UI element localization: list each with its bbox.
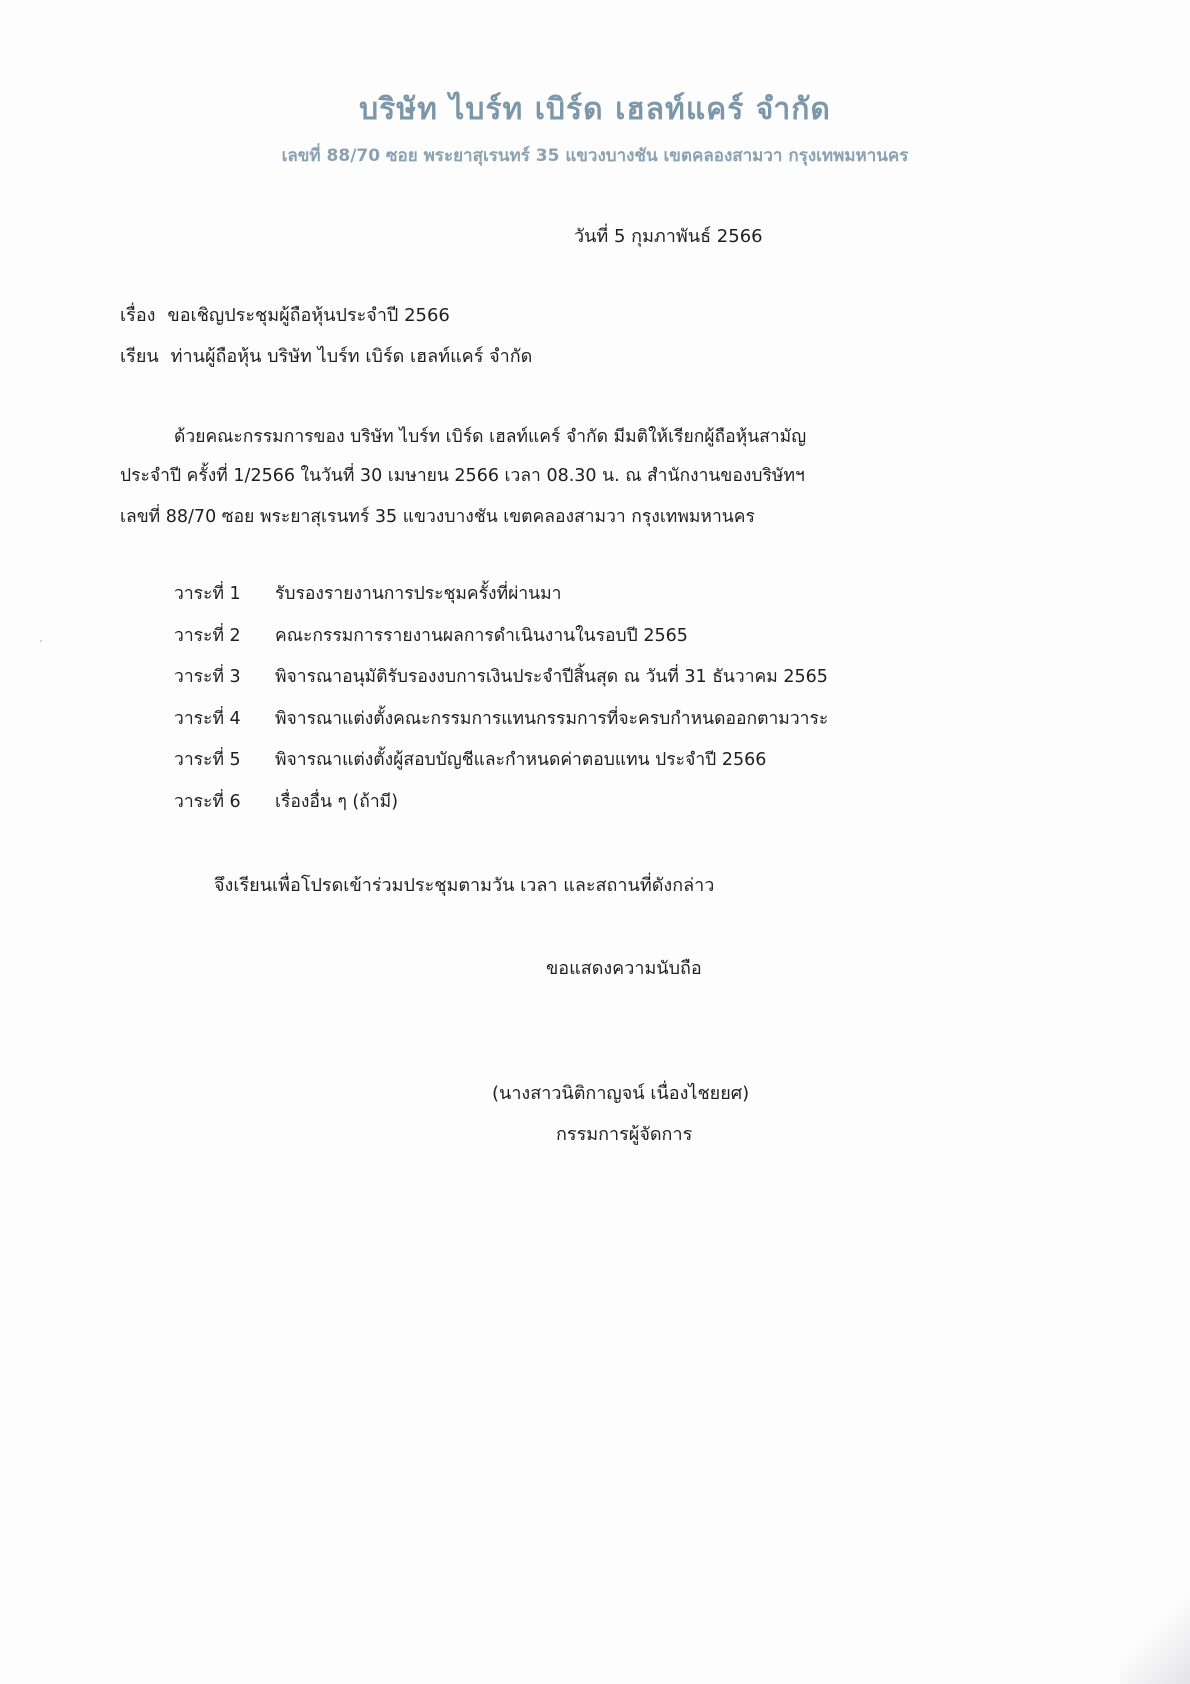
agenda-item [174,745,828,787]
signatory-title: กรรมการผู้จัดการ [556,1124,693,1145]
body-paragraph-line-3: เลขที่ 88/70 ซอย พระยาสุเรนทร์ 35 แขวงบางชัน เขตคลองสามวา กรุงเทพมหานคร [120,507,755,527]
agenda-item [174,579,828,621]
agenda-number: วาระที่ 5 [174,750,241,771]
recipient-text: ท่านผู้ถือหุ้น บริษัท ไบร์ท เบิร์ด เฮลท์แคร์ จำกัด [170,346,533,367]
recipient-label: เรียน [120,346,159,367]
page-corner-shadow [1120,1564,1190,1684]
regards-line: ขอแสดงความนับถือ [546,958,702,979]
agenda-list [174,579,828,829]
subject-label: เรื่อง [120,305,156,326]
agenda-number: วาระที่ 1 [174,584,241,604]
agenda-item [174,787,828,829]
agenda-item [174,704,828,746]
recipient-line [120,341,532,370]
subject-line [120,300,450,329]
agenda-text: พิจารณาอนุมัติรับรองงบการเงินประจำปีสิ้นสุด ณ วันที่ 31 ธันวาคม 2565 [275,667,828,688]
scan-speck [40,640,42,642]
subject-text: ขอเชิญประชุมผู้ถือหุ้นประจำปี 2566 [167,305,450,326]
agenda-text: รับรองรายงานการประชุมครั้งที่ผ่านมา [275,584,562,604]
agenda-number: วาระที่ 2 [174,625,241,646]
body-paragraph-line-2: ประจำปี ครั้งที่ 1/2566 ในวันที่ 30 เมษายน 2566 เวลา 08.30 น. ณ สำนักงานของบริษัทฯ [120,466,805,486]
agenda-number: วาระที่ 6 [174,791,241,812]
agenda-item [174,621,828,663]
company-name: บริษัท ไบร์ท เบิร์ด เฮลท์แคร์ จำกัด [359,92,831,127]
agenda-text: คณะกรรมการรายงานผลการดำเนินงานในรอบปี 2565 [275,625,688,646]
body-paragraph-line-1: ด้วยคณะกรรมการของ บริษัท ไบร์ท เบิร์ด เฮลท์แคร์ จำกัด มีมติให้เรียกผู้ถือหุ้นสามัญ [174,427,807,447]
agenda-number: วาระที่ 3 [174,667,241,688]
agenda-text: พิจารณาแต่งตั้งผู้สอบบัญชีและกำหนดค่าตอบแทน ประจำปี 2566 [275,750,767,771]
signatory-name: (นางสาวนิติกาญจน์ เนื่องไชยยศ) [492,1083,750,1104]
company-address: เลขที่ 88/70 ซอย พระยาสุเรนทร์ 35 แขวงบางชัน เขตคลองสามวา กรุงเทพมหานคร [281,146,909,166]
agenda-item [174,662,828,704]
agenda-text: พิจารณาแต่งตั้งคณะกรรมการแทนกรรมการที่จะครบกำหนดออกตามวาระ [275,708,829,729]
agenda-number: วาระที่ 4 [174,708,241,729]
agenda-text: เรื่องอื่น ๆ (ถ้ามี) [275,791,399,812]
letter-date: วันที่ 5 กุมภาพันธ์ 2566 [574,226,763,247]
closing-sentence: จึงเรียนเพื่อโปรดเข้าร่วมประชุมตามวัน เวลา และสถานที่ดังกล่าว [214,875,715,896]
